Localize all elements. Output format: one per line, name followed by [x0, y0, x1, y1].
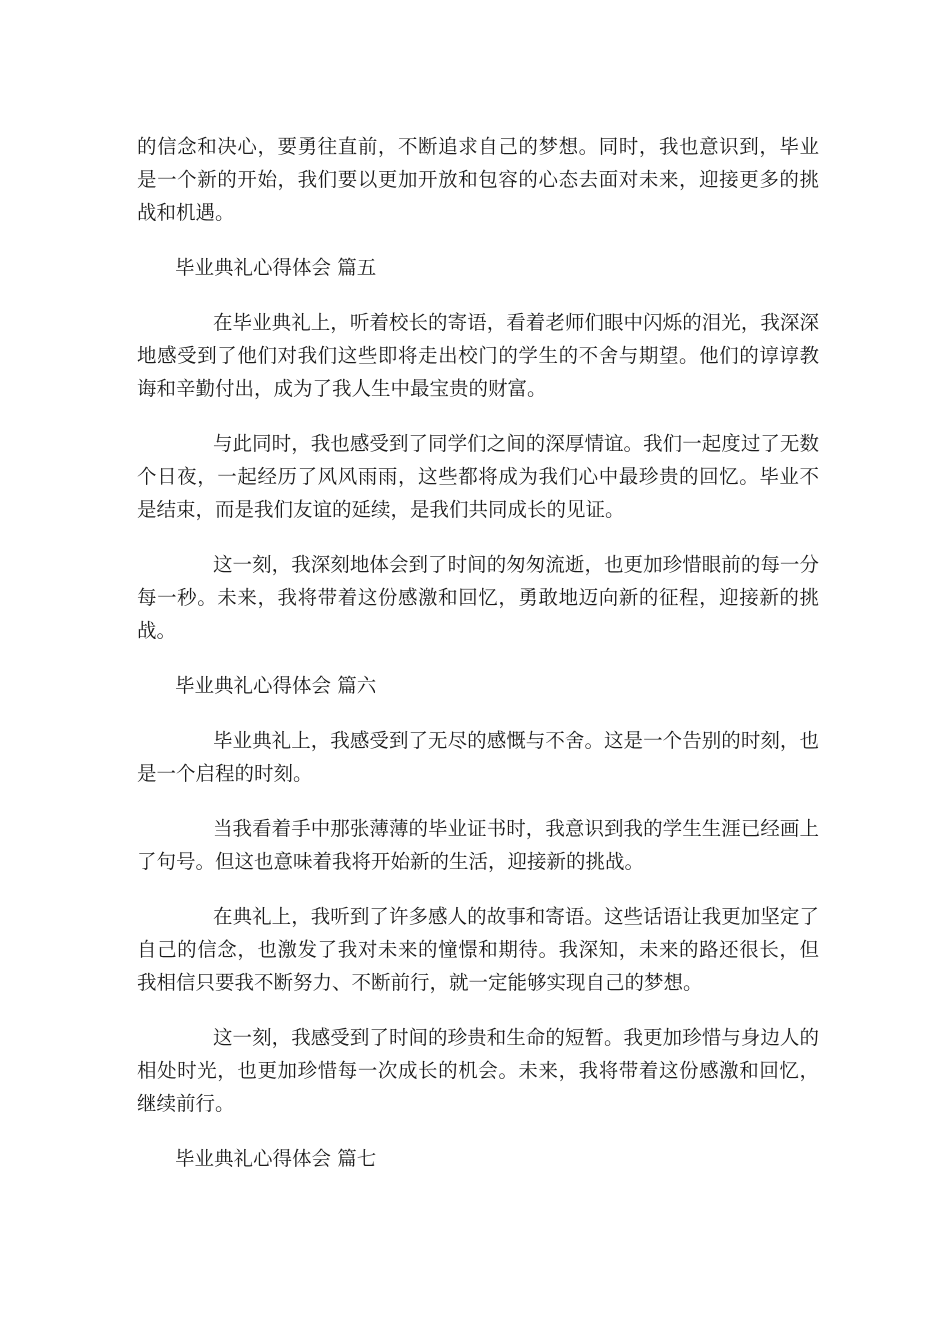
section-heading-6: 毕业典礼心得体会 篇六 [175, 674, 377, 697]
paragraph: 这一刻，我感受到了时间的珍贵和生命的短暂。我更加珍惜与身边人的相处时光，也更加珍惜每一次成长的机会。未来，我将带着这份感激和回忆，继续前行。 [137, 1026, 819, 1115]
paragraph-continuation: 的信念和决心，要勇往直前，不断追求自己的梦想。同时，我也意识到，毕业是一个新的开始，我们要以更加开放和包容的心态去面对未来，迎接更多的挑战和机遇。 [137, 135, 819, 224]
paragraph: 与此同时，我也感受到了同学们之间的深厚情谊。我们一起度过了无数个日夜，一起经历了风风雨雨，这些都将成为我们心中最珍贵的回忆。毕业不是结束，而是我们友谊的延续，是我们共同成长的见证。 [137, 432, 819, 521]
paragraph: 这一刻，我深刻地体会到了时间的匆匆流逝，也更加珍惜眼前的每一分每一秒。未来，我将带着这份感激和回忆，勇敢地迈向新的征程，迎接新的挑战。 [137, 553, 819, 642]
paragraph: 在典礼上，我听到了许多感人的故事和寄语。这些话语让我更加坚定了自己的信念，也激发了我对未来的憧憬和期待。我深知，未来的路还很长，但我相信只要我不断努力、不断前行，就一定能够实现自己的梦想。 [137, 905, 819, 994]
paragraph: 在毕业典礼上，听着校长的寄语，看着老师们眼中闪烁的泪光，我深深地感受到了他们对我们这些即将走出校门的学生的不舍与期望。他们的谆谆教诲和辛勤付出，成为了我人生中最宝贵的财富。 [137, 311, 819, 400]
document-body [137, 130, 819, 1197]
paragraph: 毕业典礼上，我感受到了无尽的感慨与不舍。这是一个告别的时刻，也是一个启程的时刻。 [137, 729, 819, 785]
section-heading-7: 毕业典礼心得体会 篇七 [175, 1147, 377, 1170]
paragraph: 当我看着手中那张薄薄的毕业证书时，我意识到我的学生生涯已经画上了句号。但这也意味着我将开始新的生活，迎接新的挑战。 [137, 817, 819, 873]
section-heading-5: 毕业典礼心得体会 篇五 [175, 256, 377, 279]
